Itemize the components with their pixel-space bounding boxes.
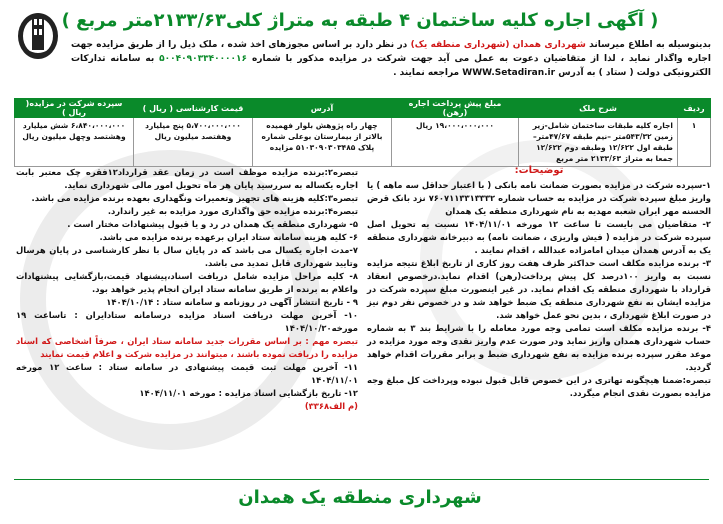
note-11: ۱۱- آخرین مهلت ثبت قیمت پیشنهادی در سامانه ستاد : ساعت ۱۲ مورخه ۱۴۰۴/۱۱/۰۱ bbox=[16, 362, 358, 385]
setad-link[interactable]: WWW.Setadiran.ir bbox=[462, 68, 556, 78]
municipality-logo-icon bbox=[16, 10, 60, 60]
table-row bbox=[15, 118, 711, 167]
col-property-description: شرح ملک bbox=[519, 99, 678, 118]
note-6: ۶- کلیه هزینه سامانه ستاد ایران برعهده برنده مزایده می باشد. bbox=[99, 232, 358, 242]
cell-deposit: ۶،۸۴۰،۰۰۰،۰۰۰ شش میلیارد وهشتصد وچهل میلیون ریال bbox=[15, 118, 134, 167]
auction-number: ۵۰۰۴۰۹۰۳۳۴۰۰۰۰۱۶ bbox=[159, 54, 248, 64]
note-1: ۱-سپرده شرکت در مزایده بصورت ضمانت نامه بانکی ( با اعتبار حداقل سه ماهه ) یا واریز مبلغ سپرده شرکت در مزایده به حساب شماره ۷۶۰۷۱۱۳۳۱۳۳۳۲ نزد بانک قرض الحسنه مهر ایران شعبه مهدیه به نام شهرداری منطقه یک همدان bbox=[367, 180, 711, 216]
intro-text-b: در نظر دارد بر اساس مجوزهای اخذ شده ، ملک ذیل را از طریق مزایده جهت اجاره واگذار نماید ، لذا از متقاضیان دعوت به عمل می آید جهت شرکت در مزایده مذکور با شماره bbox=[71, 40, 711, 64]
note-tabsare-2: تبصره۲:برنده مزایده موظف است در زمان عقد قرارداد۱۲فقره چک معتبر بابت اجاره یکساله به سررسید پایان هر ماه تحویل امور مالی شهرداری نماید. bbox=[16, 167, 358, 190]
cell-description: اجاره کلیه طبقات ساختمان شامل-زیر زمین ۵۴۳/۳۲متر –نیم طبقه ۴۷/۶۷متر–طبقه اول ۱۲/۶۲۲ وطبقه دوم ۱۲/۶۲۲ جمعا به متراژ ۲۱۳۳/۶۳ متر مربع bbox=[519, 118, 678, 167]
intro-text-a: بدینوسیله به اطلاع میرساند bbox=[585, 40, 712, 50]
note-5: ۵- شهرداری منطقه یک همدان در رد و یا قبول پیشنهادات مختار است . bbox=[67, 219, 358, 229]
note-10: ۱۰- آخرین مهلت دریافت اسناد مزایده درسامانه ستادایران : تاساعت ۱۹ مورخه۱۴۰۴/۱۰/۲۰ bbox=[16, 310, 358, 333]
intro-municipality: شهرداری همدان (شهرداری منطقه یک) bbox=[410, 40, 586, 50]
table-header-row bbox=[15, 99, 711, 118]
col-appraisal-price: قیمت کارشناسی ( ریال ) bbox=[134, 99, 253, 118]
col-deposit: سپرده شرکت در مزایده( ریال ) bbox=[15, 99, 134, 118]
notes-heading: توضیحات: bbox=[514, 165, 564, 176]
cell-prepayment: ۱۹،۰۰۰،۰۰۰،۰۰۰ ریال bbox=[392, 118, 519, 167]
cell-address: چهار راه پژوهش بلوار فهمیده بالاتر از بیمارستان بوعلی شماره پلاک ۵۱۰۳۰۹۰۳۰۳۴۸۵ مزایده bbox=[253, 118, 392, 167]
cell-appraisal: ۵،۷۰۰،۰۰۰،۰۰۰ پنج میلیارد وهفتصد میلیون ریال bbox=[134, 118, 253, 167]
note-8: ۸- کلیه مراحل مزایده شامل دریافت اسناد،پیشنهاد قیمت،بازگشایی پیشنهادات واعلام به برنده از طریق سامانه ستاد ایران انجام پذیر خواهد بود. bbox=[16, 271, 358, 294]
note-important: تبصره مهم : بر اساس مقررات جدید سامانه ستاد ایران ، صرفاً اشخاصی که اسناد مزایده را دریافت نموده باشند ، میتوانند در مزایده شرکت و اعلام قیمت نمایند bbox=[16, 336, 358, 359]
note-tabsare-3: تبصره۳:کلیه هزینه های تجهیز وتعمیرات ونگهداری بعهده برنده مزایده می باشد. bbox=[31, 193, 358, 203]
col-address: آدرس bbox=[253, 99, 392, 118]
intro-paragraph bbox=[71, 38, 711, 80]
notes-right-column bbox=[367, 164, 711, 400]
note-3: ۳- برنده مزایده مکلف است حداکثر ظرف هفت روز کاری از تاریخ ابلاغ نتیجه مزایده نسبت به واریز ۱۰۰درصد کل پیش پرداخت(رهن) اقدام نماید.درخصوص انعقاد قرارداد با شهرداری منطقه یک اقدام نماید. در غیر اینصورت مبلغ سپرده شرکت در مزایده ایشان به نفع شهرداری منطقه یک ضبط خواهد شد و در خصوص نفر دوم نیز در صورت ابلاغ شهرداری ، بدین نحو عمل خواهد شد. bbox=[367, 258, 711, 320]
ad-code: (م الف۳۳۶۸) bbox=[304, 401, 358, 411]
cell-row-number: ۱ bbox=[678, 118, 711, 167]
note-tabsare: تبصره:ضمنا هیچگونه تهاتری در این خصوص قابل قبول نبوده وپرداخت کل مبلغ وجه مزایده بصورت نقدی انجام میگردد. bbox=[367, 375, 711, 398]
col-prepayment: مبلغ پیش پرداخت اجاره (رهن) bbox=[392, 99, 519, 118]
col-row-number: ردیف bbox=[678, 99, 711, 118]
note-12: ۱۲- تاریخ بازگشایی اسناد مزایده : مورخه ۱۴۰۴/۱۱/۰۱ bbox=[139, 388, 358, 398]
intro-text-c: به سامانه تدارکات الکترونیکی دولت ( ستاد ) به آدرس bbox=[71, 54, 711, 78]
note-tabsare-4: تبصره۴:برنده مزایده حق واگذاری مورد مزایده به غیر راندارد. bbox=[107, 206, 358, 216]
note-7: ۷-مدت اجاره یکسال می باشد که در پایان سال با نظر کارشناسی در پایان هرسال وتایید شهرداری قابل تمدید می باشد. bbox=[16, 245, 358, 268]
page-title: ( آگهی اجاره کلیه ساختمان ۴ طبقه به متراژ کلی۲۱۳۳/۶۳متر مربع ) bbox=[61, 10, 659, 31]
note-4: ۴- برنده مزایده مکلف است تمامی وجه مورد معامله را با شرایط بند ۳ به شماره حساب شهرداری همدان واریز نماید ودر صورت عدم واریز نقدی وجه مورد مزایده در موعد مقرر سپرده برنده مزایده به نفع شهرداری ضبط و برابر مقررات اقدام خواهد گردید. bbox=[367, 323, 711, 372]
footer-divider bbox=[14, 479, 709, 480]
note-2: ۲- متقاضیان می بایست تا ساعت ۱۲ مورخه ۱۴۰۴/۱۱/۰۱ نسبت به تحویل اصل سپرده شرکت در مزایده ( فیش واریزی ، ضمانت نامه) به دبیرخانه شهرداری منطقه یک به آدرس همدان میدان امامزاده عبدالله ، اقدام نمایند . bbox=[367, 219, 711, 255]
footer-title: شهرداری منطقه یک همدان bbox=[238, 487, 482, 508]
property-table bbox=[14, 98, 711, 167]
intro-text-d: مراجعه نمایند . bbox=[393, 68, 463, 78]
note-9: ۹ - تاریخ انتشار آگهی در روزنامه و سامانه ستاد : ۱۴۰۴/۱۰/۱۴ bbox=[106, 297, 358, 307]
notes-left-column bbox=[16, 166, 358, 413]
